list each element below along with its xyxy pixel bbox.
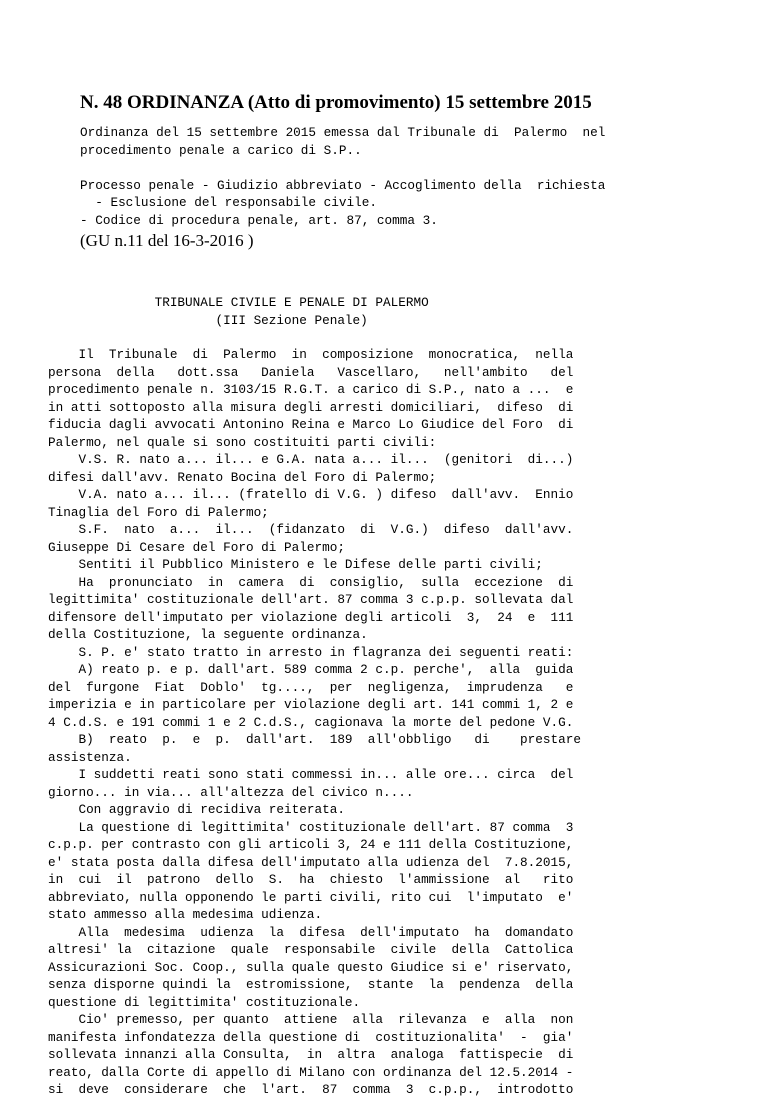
ordinance-abstract: Ordinanza del 15 settembre 2015 emessa dal Tribunale di Palermo nel procedimento penale a carico di S.P.. Processo penale - Giudizio abbreviato - Accoglimento della richiesta - Esclusione del responsabile civile. - Codice di procedura penale, art. 87, comma 3. xyxy=(80,125,606,228)
gazette-reference: (GU n.11 del 16-3-2016 ) xyxy=(80,231,254,250)
ordinance-body: Il Tribunale di Palermo in composizione monocratica, nella persona della dott.ssa Daniela Vascellaro, nell'ambito del procedimento penale n. 3103/15 R.G.T. a carico di S.P., nato a ... e in atti sottoposto alla misura degli arresti domiciliari, difeso di fiducia dagli avvocati Antonino Reina e Marco Lo Giudice del Foro di Palermo, nel quale si sono costituiti parti civili: V.S. R. nato a... il... e G.A. nata a... il... (genitori di...) difesi dall'avv. Renato Bocina del Foro di Palermo; V.A. nato a... il... (fratello di V.G. ) difeso dall'avv. Ennio Tinaglia del Foro di Palermo; S.F. nato a... il... (fidanzato di V.G.) difeso dall'avv. Giuseppe Di Cesare del Foro di Palermo; Sentiti il Pubblico Ministero e le Difese delle parti civili; Ha pronunciato in camera di consiglio, sulla eccezione di legittimita' costituzionale dell'art. 87 comma 3 c.p.p. sollevata dal difensore dell'imputato per violazione degli articoli 3, 24 e 111 della Costituzione, la seguente ordinanza. S. P. e' stato tratto in arresto in flagranza dei seguenti reati: A) reato p. e p. dall'art. 589 comma 2 c.p. perche', alla guida del furgone Fiat Doblo' tg...., per negligenza, imprudenza e imperizia e in particolare per violazione degli art. 141 commi 1, 2 e 4 C.d.S. e 191 commi 1 e 2 C.d.S., cagionava la morte del pedone V.G. B) reato p. e p. dall'art. 189 all'obbligo di prestare assistenza. I suddetti reati sono stati commessi in... alle ore... circa del giorno... in via... all'altezza del civico n.... Con aggravio di recidiva reiterata. La questione di legittimita' costituzionale dell'art. 87 comma 3 c.p.p. per contrasto con gli articoli 3, 24 e 111 della Costituzione, e' stata posta dalla difesa dell'imputato alla udienza del 7.8.2015, in cui il patrono dello S. ha chiesto l'ammissione al rito abbreviato, nulla opponendo le parti civili, rito cui l'imputato e' stato ammesso alla medesima udienza. Alla medesima udienza la difesa dell'imputato ha domandato altresi' la citazione quale responsabile civile della Cattolica Assicurazioni Soc. Coop., sulla quale questo Giudice si e' riservato, senza disporne quindi la estromissione, stante la pendenza della questione di legittimita' costituzionale. Cio' premesso, per quanto attiene alla rilevanza e alla non manifesta infondatezza della questione di costituzionalita' - gia' sollevata innanzi alla Consulta, in altra analoga fattispecie di reato, dalla Corte di appello di Milano con ordinanza del 12.5.2014 - si deve considerare che l'art. 87 comma 3 c.p.p., introdotto xyxy=(48,347,581,1097)
court-title: TRIBUNALE CIVILE E PENALE DI PALERMO (III Sezione Penale) xyxy=(154,295,429,328)
document-heading: N. 48 ORDINANZA (Atto di promovimento) 15 settembre 2015 xyxy=(80,92,592,113)
